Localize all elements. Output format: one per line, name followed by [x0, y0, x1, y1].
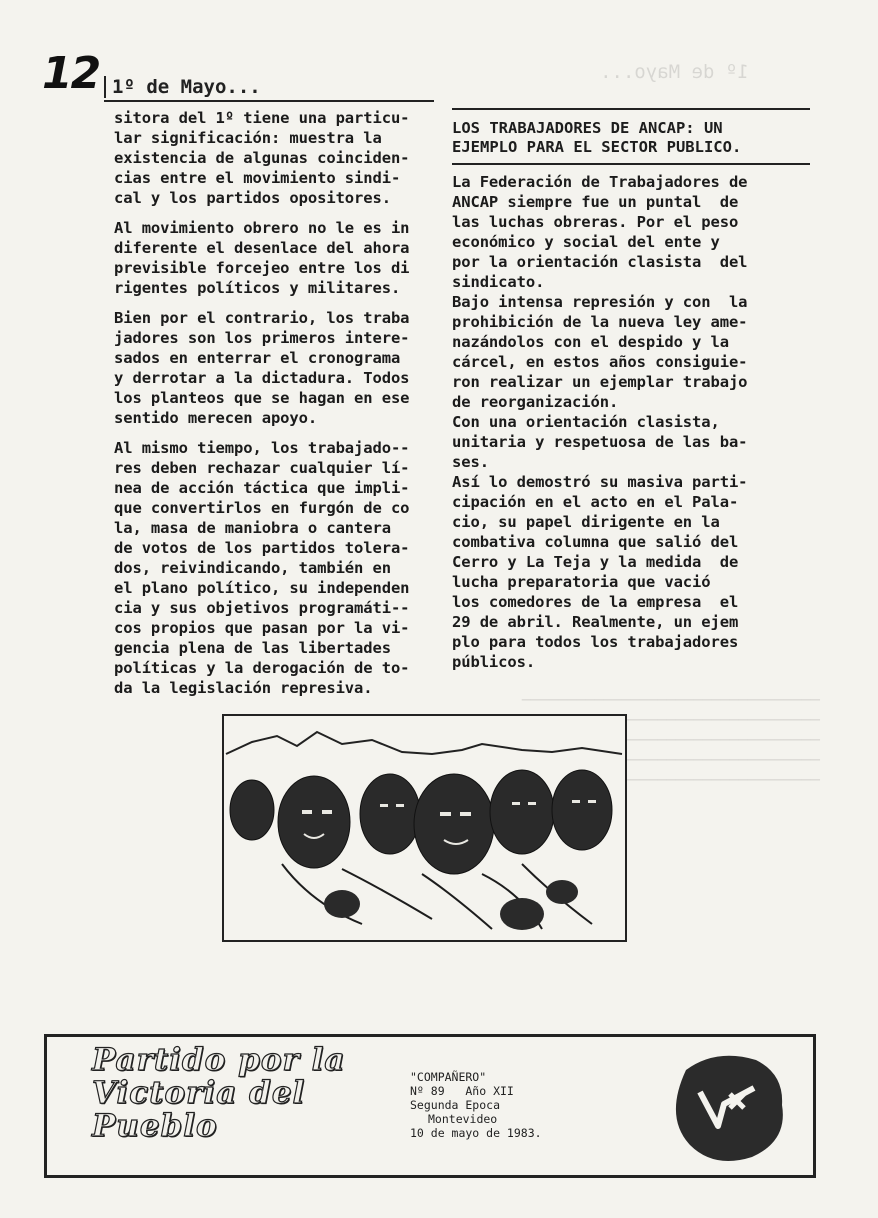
issue-info — [410, 1070, 542, 1140]
left-column — [114, 108, 444, 708]
paragraph: Al mismo tiempo, los trabajado-- res deben rechazar cualquier lí- nea de acción táctica que impli- que convertirlos en furgón de co la, masa de maniobra o cantera de votos de los partidos tolera- dos, reivindicando, también en el plano político, su independen cia y sus objetivos programáti-- cos propios que pasan por la vi- gencia plena de las libertades políticas y la derogación de to- da la legislación represiva. — [114, 439, 410, 697]
page-number: 12 — [42, 48, 100, 99]
divider — [104, 100, 434, 102]
right-column — [452, 172, 812, 682]
bleed-through-text: ───────────────────────────────── ───────────────────────────────── ───────────────────────────────── ───────────────────────────────── ───────────────────────────────── — [521, 691, 820, 789]
party-name: Partido por la Victoria del Pueblo — [92, 1042, 346, 1144]
paragraph: sitora del 1º tiene una particu- lar significación: muestra la existencia de algunas coinciden- cias entre el movimiento sindi- cal y los partidos opositores. — [114, 109, 410, 207]
running-head: 1º de Mayo... — [104, 76, 261, 98]
article-headline: LOS TRABAJADORES DE ANCAP: UN EJEMPLO PARA EL SECTOR PUBLICO. — [452, 119, 742, 156]
publication-name: "COMPAÑERO" — [410, 1070, 487, 1084]
paragraph: La Federación de Trabajadores de ANCAP siempre fue un puntal de las luchas obreras. Por el peso económico y social del ente y por la orientación clasista del sindicato. Bajo intensa represión y con la prohibición de la nueva ley ame- nazándolos con el despido y la cárcel, en estos años consiguie- ron realizar un ejemplar trabajo de reorganización. Con una orientación clasista, unitaria y respetuosa de las ba- ses. Así lo demostró su masiva parti- cipación en el acto en el Pala- cio, su papel dirigente en la combativa columna que salió del Cerro y La Teja y la medida de lucha preparatoria que vació los comedores de la empresa el 29 de abril. Realmente, un ejem plo para todos los trabajadores públicos. — [452, 173, 748, 671]
issue-number: Nº 89 Año XII — [410, 1084, 514, 1098]
issue-date: 10 de mayo de 1983. — [410, 1126, 542, 1140]
pvp-star-emblem-icon — [666, 1050, 786, 1165]
divider — [452, 163, 810, 165]
paragraph: Bien por el contrario, los traba jadores son los primeros intere- sados en enterrar el cronograma y derrotar a la dictadura. Todos los planteos que se hagan en ese sentido merecen apoyo. — [114, 309, 410, 427]
paragraph: Al movimiento obrero no le es in diferente el desenlace del ahora previsible forcejeo entre los di rigentes políticos y militares. — [114, 219, 410, 297]
crowd-of-workers-illustration — [222, 714, 627, 942]
city: Montevideo — [428, 1112, 498, 1126]
divider — [452, 108, 810, 110]
bleed-through-text: 1º de Mayo... — [600, 61, 749, 83]
epoch: Segunda Epoca — [410, 1098, 501, 1112]
